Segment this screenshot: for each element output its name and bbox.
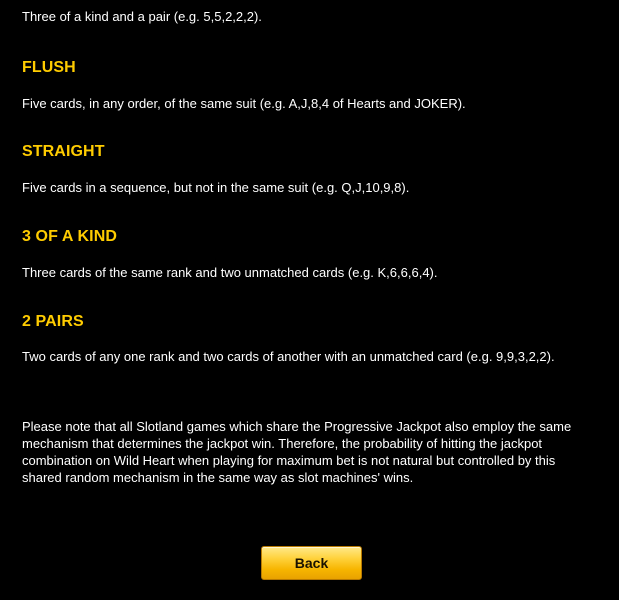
section-heading-three-of-a-kind: 3 OF A KIND: [22, 228, 118, 245]
section-heading-flush: FLUSH: [22, 59, 76, 76]
section-flush: [22, 58, 597, 112]
section-text-straight: Five cards in a sequence, but not in the same suit (e.g. Q,J,10,9,8).: [22, 180, 410, 195]
back-button[interactable]: Back: [261, 546, 362, 580]
section-heading-straight: STRAIGHT: [22, 143, 105, 160]
section-text-two-pairs: Two cards of any one rank and two cards of another with an unmatched card (e.g. 9,9,3,2,2).: [22, 349, 555, 364]
section-text-three-of-a-kind: Three cards of the same rank and two unmatched cards (e.g. K,6,6,6,4).: [22, 265, 438, 280]
full-house-description: Three of a kind and a pair (e.g. 5,5,2,2,2).: [22, 9, 262, 24]
section-text-flush: Five cards, in any order, of the same suit (e.g. A,J,8,4 of Hearts and JOKER).: [22, 96, 466, 111]
jackpot-note: Please note that all Slotland games which share the Progressive Jackpot also employ the same mechanism that determines the jackpot win. Therefore, the probability of hitting the jackpot combination on Wild Heart when playing for maximum bet is not natural but controlled by this shared random mechanism in the same way as slot machines' wins.: [22, 419, 572, 485]
section-two-pairs: [22, 312, 597, 365]
section-straight: [22, 142, 597, 196]
section-three-of-a-kind: [22, 227, 597, 281]
section-heading-two-pairs: 2 PAIRS: [22, 313, 84, 330]
